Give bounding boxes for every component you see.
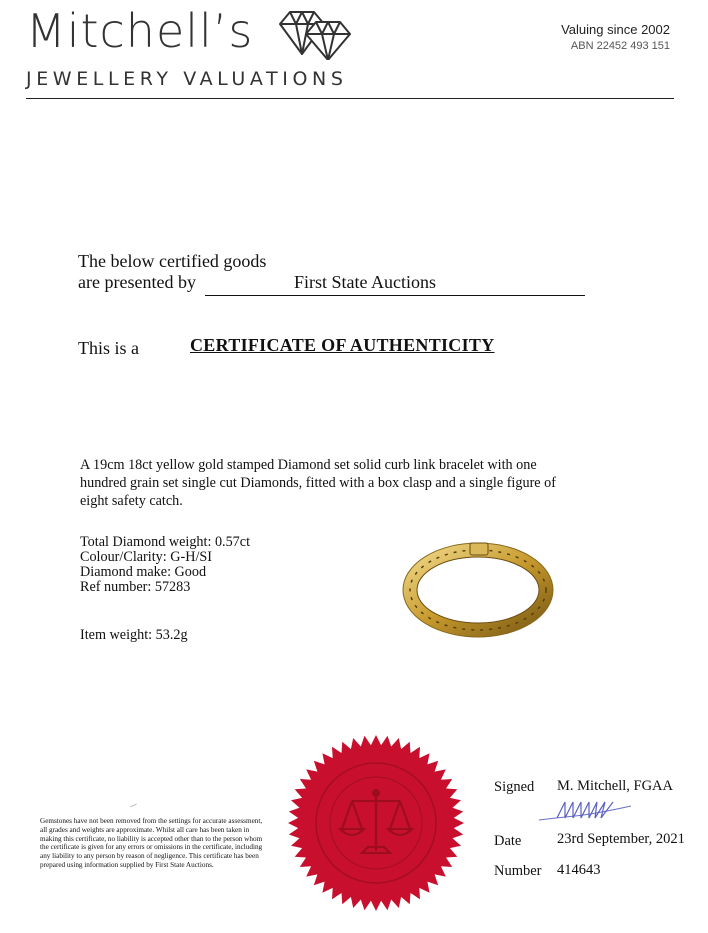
intro-line-2: are presented by [78, 272, 196, 292]
certificate-title: CERTIFICATE OF AUTHENTICITY [190, 335, 495, 355]
item-description: A 19cm 18ct yellow gold stamped Diamond set solid curb link bracelet with one hundred grain set single cut Diamonds, fitted with a box clasp and a single figure of eight safety catch. [80, 457, 556, 509]
presenter-field [205, 272, 585, 296]
intro-line-1: The below certified goods [78, 251, 267, 271]
disclaimer-text: Gemstones have not been removed from the settings for accurate assessment, all grades and weights are approximate. Whilst all care has been taken in making this certificate, no liability is accepted other than to the person whom the certificate is given for any errors or omissions in the certificate, including any liability to any person by reason of negligence. This certificate has been prepared using information supplied by First State Auctions. [40, 817, 263, 869]
gold-bracelet-photo [398, 530, 558, 640]
since-text: Valuing since 2002 [561, 22, 670, 37]
number-value: 414643 [557, 862, 601, 878]
brand-name: Mitchell’s [26, 4, 254, 58]
spec-ref-number: Ref number: 57283 [80, 579, 191, 595]
item-specs [80, 535, 250, 595]
diamond-icon [276, 8, 354, 60]
spec-diamond-weight: Total Diamond weight: 0.57ct [80, 534, 251, 550]
spec-colour-clarity: Colour/Clarity: G-H/SI [80, 549, 213, 565]
spec-diamond-make: Diamond make: Good [80, 564, 207, 580]
header-divider [26, 98, 674, 99]
abn-text: ABN 22452 493 151 [570, 40, 670, 52]
brand-tagline: JEWELLERY VALUATIONS [26, 68, 348, 90]
presenter-name: First State Auctions [293, 272, 436, 292]
number-label: Number [494, 863, 542, 879]
red-seal [286, 733, 466, 913]
stray-mark [130, 804, 137, 808]
signed-label: Signed [494, 779, 535, 795]
certificate-prefix: This is a [78, 338, 139, 358]
date-value: 23rd September, 2021 [557, 831, 685, 847]
date-label: Date [494, 833, 522, 849]
signed-value: M. Mitchell, FGAA [557, 778, 673, 794]
handwritten-signature [535, 798, 635, 826]
item-weight: Item weight: 53.2g [80, 627, 188, 643]
